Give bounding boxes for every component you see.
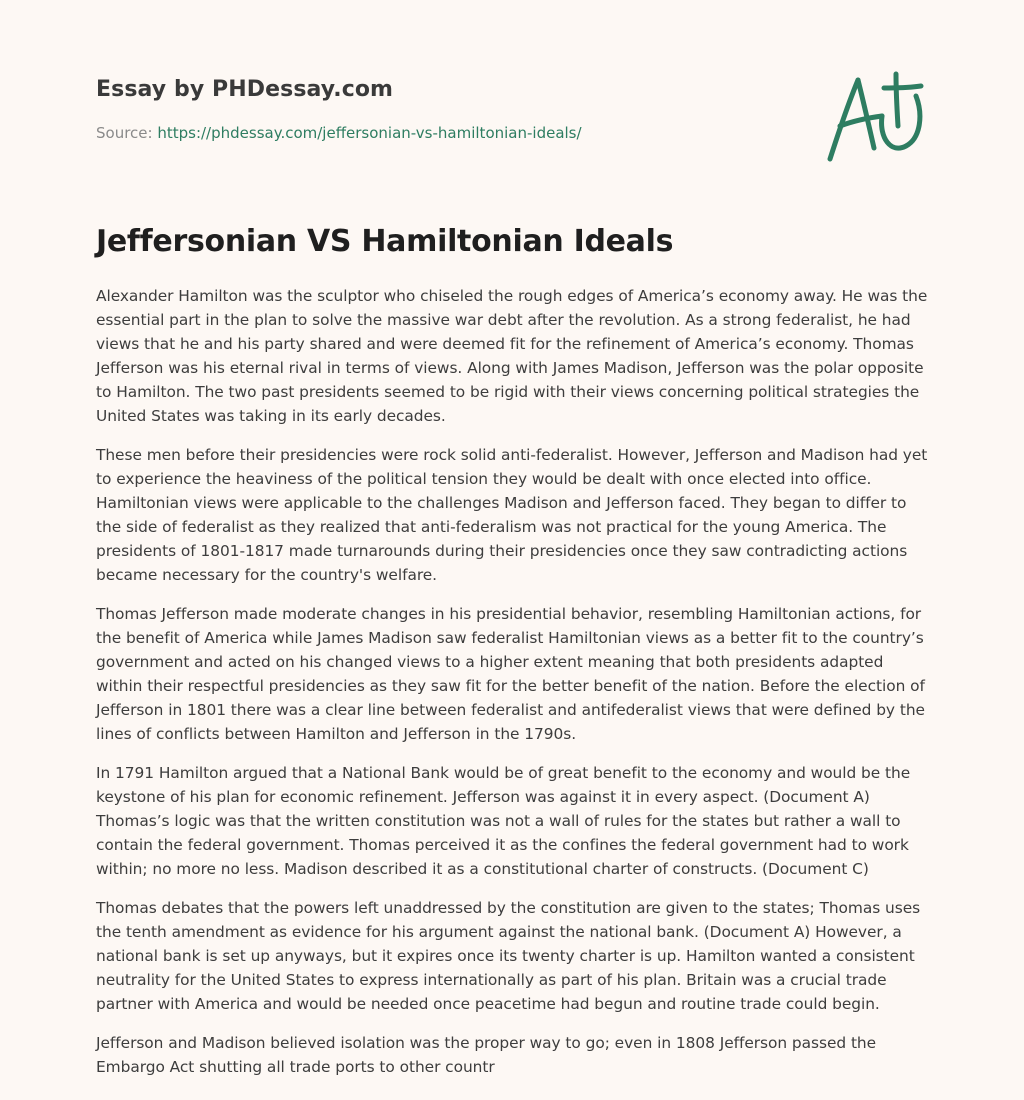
essay-paragraph: Thomas Jefferson made moderate changes in his presidential behavior, resembling Hamiltonian actions, for the benefit of America while James Madison saw federalist Hamiltonian views as a better fit to the country’s government and acted on his changed views to a higher extent meaning that both presidents adapted within their respectful presidencies as they saw fit for the better benefit of the nation. Before the election of Jefferson in 1801 there was a clear line between federalist and antifederalist views that were defined by the lines of conflicts between Hamilton and Jefferson in the 1790s. xyxy=(96,605,925,743)
essay-paragraph: In 1791 Hamilton argued that a National Bank would be of great benefit to the economy and would be the keystone of his plan for economic refinement. Jefferson was against it in every aspect. (Document A) Thomas’s logic was that the written constitution was not a wall of rules for the states but rather a wall to contain the federal government. Thomas perceived it as the confines the federal government had to work within; no more no less. Madison described it as a constitutional charter of constructs. (Document C) xyxy=(96,764,911,878)
essay-title: Jeffersonian VS Hamiltonian Ideals xyxy=(96,224,674,259)
essay-paragraph: Jefferson and Madison believed isolation was the proper way to go; even in 1808 Jefferson passed the Embargo Act shutting all trade ports to other countr xyxy=(96,1034,877,1076)
source-link[interactable]: https://phdessay.com/jeffersonian-vs-hamiltonian-ideals/ xyxy=(157,124,582,142)
essay-paragraph: Alexander Hamilton was the sculptor who chiseled the rough edges of America’s economy away. He was the essential part in the plan to solve the massive war debt after the revolution. As a strong federalist, he had views that he and his party shared and were deemed fit for the refinement of America’s economy. Thomas Jefferson was his eternal rival in terms of views. Along with James Madison, Jefferson was the polar opposite to Hamilton. The two past presidents seemed to be rigid with their views concerning political strategies the United States was taking in its early decades. xyxy=(96,287,928,425)
brand-title: Essay by PHDessay.com xyxy=(96,77,394,102)
essay-paragraph: These men before their presidencies were rock solid anti-federalist. However, Jefferson and Madison had yet to experience the heaviness of the political tension they would be dealt with once elected into office. Hamiltonian views were applicable to the challenges Madison and Jefferson faced. They began to differ to the side of federalist as they realized that anti-federalism was not practical for the young America. The presidents of 1801-1817 made turnarounds during their presidencies once they saw contradicting actions became necessary for the country's welfare. xyxy=(96,446,928,584)
a-plus-logo-icon xyxy=(824,66,928,166)
source-line xyxy=(96,124,582,142)
essay-body xyxy=(96,284,932,1094)
source-label: Source: xyxy=(96,124,158,142)
essay-paragraph: Thomas debates that the powers left unaddressed by the constitution are given to the states; Thomas uses the tenth amendment as evidence for his argument against the national bank. (Document A) However, a national bank is set up anyways, but it expires once its twenty charter is up. Hamilton wanted a consistent neutrality for the United States to express internationally as part of his plan. Britain was a crucial trade partner with America and would be needed once peacetime had begun and routine trade could begin. xyxy=(96,899,921,1013)
